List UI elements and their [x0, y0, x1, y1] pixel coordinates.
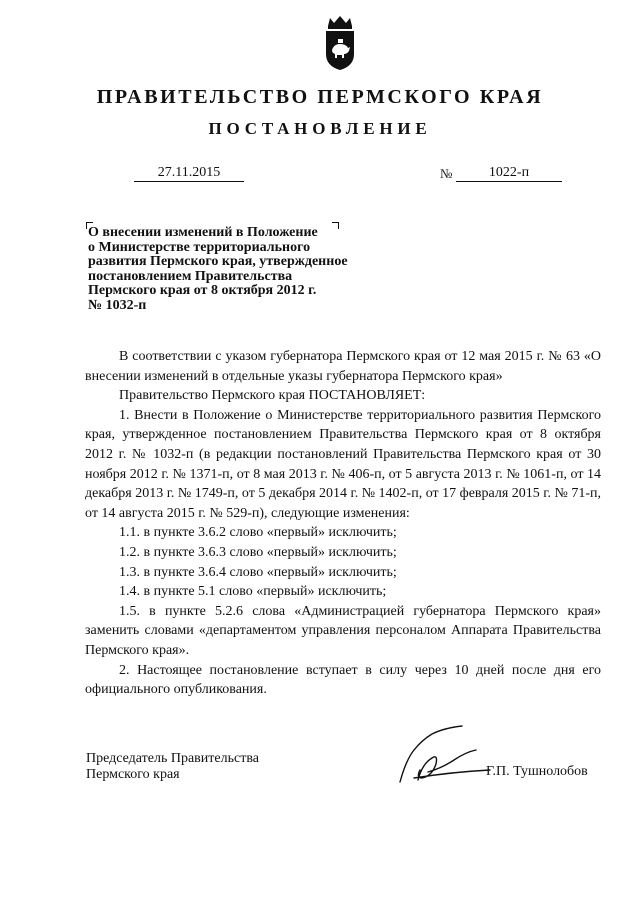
- subject-line: О внесении изменений в Положение: [88, 225, 318, 240]
- body-paragraph: 1.4. в пункте 5.1 слово «первый» исключить;: [119, 584, 387, 600]
- body-paragraph: 1.1. в пункте 3.6.2 слово «первый» исключить;: [119, 525, 397, 541]
- document-number: 1022-п: [456, 165, 562, 182]
- government-title: ПРАВИТЕЛЬСТВО ПЕРМСКОГО КРАЯ: [96, 86, 544, 108]
- document-body: [85, 347, 601, 700]
- signer-name: Г.П. Тушнолобов: [486, 764, 588, 779]
- subject-line: о Министерстве территориального: [88, 239, 311, 255]
- body-paragraph: 1.5. в пункте 5.2.6 слова «Администрацией губернатора Пермского края» заменить словами «департаментом управления персоналом Аппарата Правительства Пермского края».: [85, 603, 601, 658]
- subject-line: постановлением Правительства: [88, 268, 293, 284]
- document-type: ПОСТАНОВЛЕНИЕ: [208, 119, 432, 138]
- body-paragraph: В соответствии с указом губернатора Пермского края от 12 мая 2015 г. № 63 «О внесении изменений в отдельные указы губернатора Пермского края»: [85, 349, 601, 384]
- body-paragraph: 1.2. в пункте 3.6.3 слово «первый» исключить;: [119, 544, 397, 560]
- signer-position-line: Пермского края: [86, 767, 180, 782]
- signer-position: [86, 751, 259, 783]
- perm-krai-coat-of-arms-icon: [320, 14, 360, 72]
- subject-line: № 1032-п: [88, 297, 147, 313]
- handwritten-signature: [392, 720, 492, 790]
- number-sign: №: [440, 166, 453, 181]
- body-paragraph: 2. Настоящее постановление вступает в силу через 10 дней после дня его официального опубликования.: [85, 662, 601, 698]
- body-paragraph: Правительство Пермского края ПОСТАНОВЛЯЕТ:: [119, 388, 426, 404]
- body-paragraph: 1.3. в пункте 3.6.4 слово «первый» исключить;: [119, 564, 397, 580]
- signer-position-line: Председатель Правительства: [86, 751, 259, 766]
- document-subject: [88, 226, 378, 313]
- body-paragraph: 1. Внести в Положение о Министерстве территориального развития Пермского края, утвержденное постановлением Правительства Пермского края от 8 октября 2012 г. № 1032-п (в редакции постановлений Правительства Пермского края от 30 ноября 2012 г. № 1371-п, от 8 мая 2013 г. № 406-п, от 5 августа 2013 г. № 1061-п, от 14 декабря 2013 г. № 1749-п, от 5 декабря 2014 г. № 1402-п, от 17 февраля 2015 г. № 71-п, от 14 августа 2015 г. № 529-п), следующие изменения:: [85, 407, 601, 521]
- subject-line: Пермского края от 8 октября 2012 г.: [88, 283, 317, 298]
- subject-line: развития Пермского края, утвержденное: [88, 254, 348, 269]
- document-date: 27.11.2015: [134, 165, 244, 182]
